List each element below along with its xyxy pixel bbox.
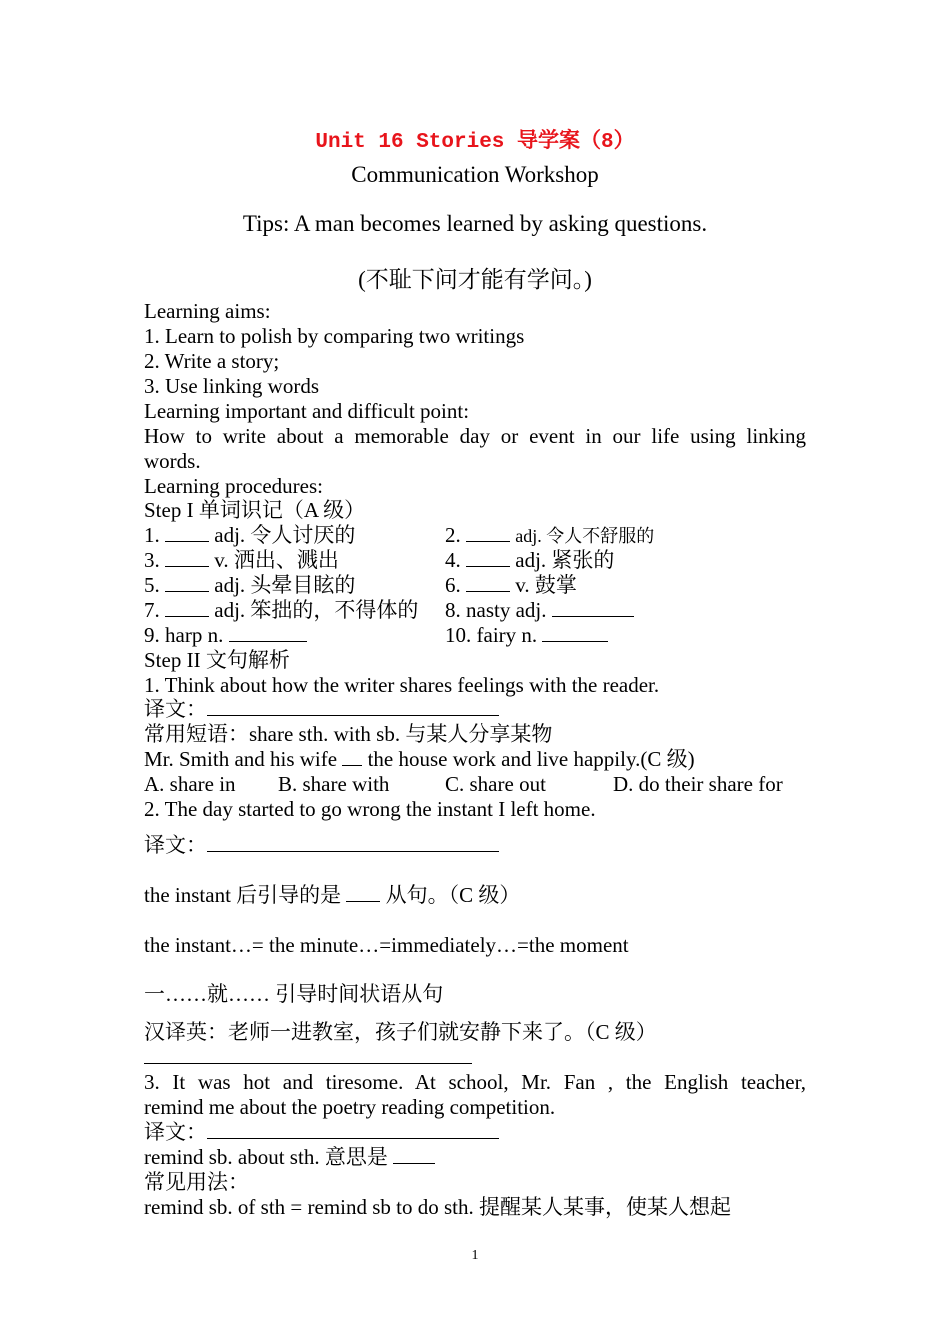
option-a[interactable]: A. share in: [144, 772, 236, 796]
tips-chinese: (不耻下问才能有学问。): [358, 267, 592, 292]
vocab-item: 5. adj. 头晕目眩的 6. v. 鼓掌: [144, 573, 577, 597]
question-1: Mr. Smith and his wife the house work and live happily.(C 级): [144, 747, 695, 771]
usage-heading: 常见用法：: [144, 1170, 249, 1194]
sentence-3: 3. It was hot and tiresome. At school, Mr. Fan , the English teacher,: [144, 1070, 806, 1094]
step1-heading: Step I 单词识记（A 级）: [144, 498, 366, 522]
key-point-heading: Learning important and difficult point:: [144, 399, 470, 423]
answer-line: [144, 1045, 472, 1070]
translation-line: 译文：: [144, 833, 499, 858]
tips: Tips: A man becomes learned by asking questions.: [242, 211, 708, 236]
aims-heading: Learning aims:: [144, 299, 271, 323]
vocab-item: 7. adj. 笨拙的，不得体的 8. nasty adj.: [144, 598, 418, 623]
key-point-text: words.: [144, 449, 201, 473]
vocab-item: 3. v. 洒出、溅出 4. adj. 紧张的: [144, 548, 615, 572]
blank[interactable]: [165, 523, 209, 542]
aim-item: 1. Learn to polish by comparing two writings: [144, 324, 525, 348]
answer-blank[interactable]: [207, 1120, 499, 1139]
blank[interactable]: [552, 598, 634, 617]
sentence-3-cont: remind me about the poetry reading competition.: [144, 1095, 556, 1119]
blank[interactable]: [466, 523, 510, 542]
sentence-2: 2. The day started to go wrong the instant I left home.: [144, 797, 596, 821]
blank[interactable]: [393, 1145, 435, 1164]
translation-line: 译文：: [144, 1120, 499, 1145]
step2-heading: Step II 文句解析: [144, 648, 290, 672]
translation-line: 译文：: [144, 697, 499, 722]
page-number: 1: [471, 1248, 479, 1263]
blank[interactable]: [466, 548, 510, 567]
phrase-note: 常用短语：share sth. with sb. 与某人分享某物: [144, 722, 553, 746]
blank[interactable]: [165, 548, 209, 567]
blank[interactable]: [342, 747, 362, 766]
vocab-item: 9. harp n. 10. fairy n.: [144, 623, 307, 648]
answer-blank[interactable]: [207, 697, 499, 716]
remind-note: remind sb. about sth. 意思是: [144, 1145, 435, 1170]
translate-task: 汉译英：老师一进教室，孩子们就安静下来了。（C 级）: [144, 1020, 657, 1044]
yijiu-note: 一……就…… 引导时间状语从句: [144, 982, 444, 1006]
option-c[interactable]: C. share out: [445, 772, 546, 796]
page-title: Unit 16 Stories 导学案（8）: [315, 131, 635, 154]
option-d[interactable]: D. do their share for: [613, 772, 783, 796]
equivalents: the instant…= the minute…=immediately…=the moment: [144, 933, 629, 957]
key-point-text: How to write about a memorable day or event in our life using linking: [144, 424, 806, 448]
blank[interactable]: [165, 598, 209, 617]
remind-usage: remind sb. of sth = remind sb to do sth. 提醒某人某事，使某人想起: [144, 1195, 731, 1219]
answer-blank[interactable]: [144, 1045, 472, 1064]
option-b[interactable]: B. share with: [278, 772, 390, 796]
blank[interactable]: [165, 573, 209, 592]
answer-blank[interactable]: [207, 833, 499, 852]
vocab-item: 1. adj. 令人讨厌的 2. adj. 令人不舒服的: [144, 523, 655, 547]
instant-note: the instant 后引导的是 从句。（C 级）: [144, 883, 521, 907]
blank[interactable]: [542, 623, 608, 642]
blank[interactable]: [466, 573, 510, 592]
blank[interactable]: [229, 623, 307, 642]
procedures-heading: Learning procedures:: [144, 474, 324, 498]
subtitle: Communication Workshop: [351, 162, 599, 187]
blank[interactable]: [346, 883, 380, 902]
sentence-1: 1. Think about how the writer shares feelings with the reader.: [144, 673, 660, 697]
aim-item: 3. Use linking words: [144, 374, 319, 398]
aim-item: 2. Write a story;: [144, 349, 280, 373]
